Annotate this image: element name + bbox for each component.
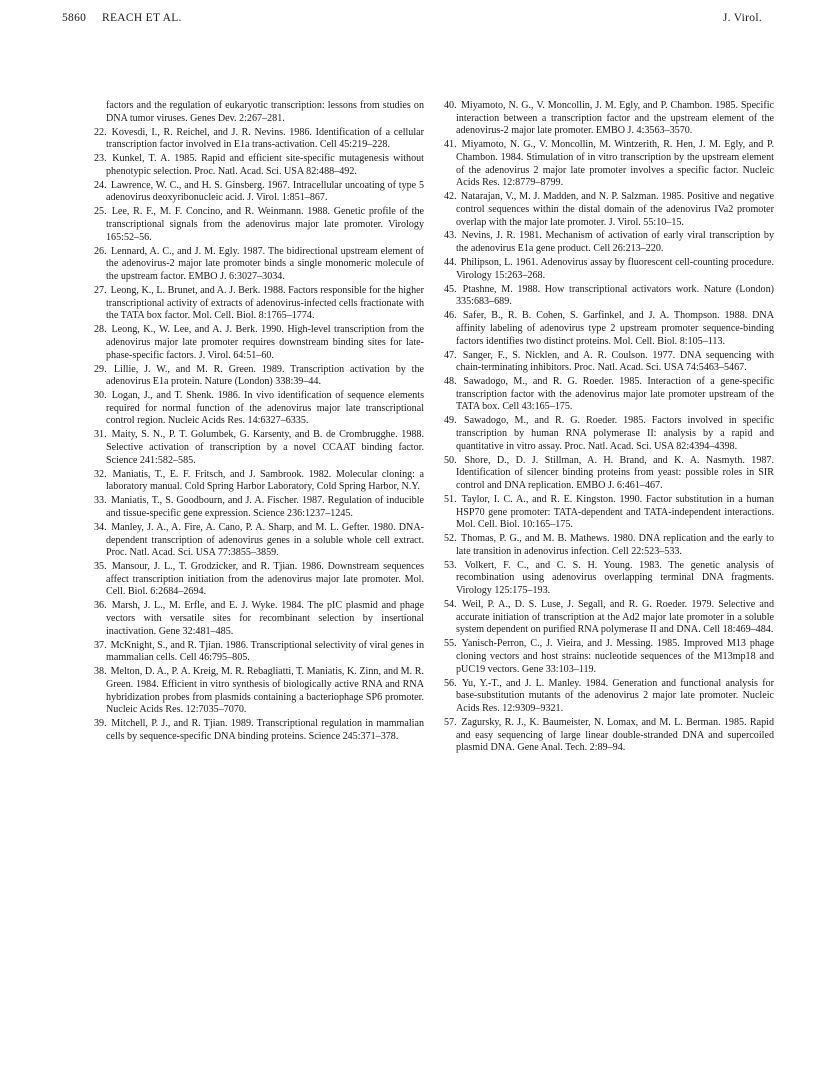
running-authors: REACH ET AL.	[102, 12, 182, 24]
reference-text: Leong, K., W. Lee, and A. J. Berk. 1990. High-level transcription from the adenovirus major late promoter requires downstream binding sites for late-phase-specific factors. J. Virol. 64:51–60.	[106, 324, 424, 361]
reference-entry	[444, 100, 774, 138]
reference-text: Zagursky, R. J., K. Baumeister, N. Lomax, and M. L. Berman. 1985. Rapid and easy sequencing of large linear double-stranded DNA and supercoiled plasmid DNA. Gene Anal. Tech. 2:89–94.	[456, 716, 775, 754]
reference-number: 45.	[444, 283, 457, 295]
right-column	[444, 100, 774, 756]
reference-continuation: factors and the regulation of eukaryotic transcription: lessons from studies on DNA tumor viruses. Genes Dev. 2:267–281.	[106, 100, 424, 124]
reference-entry	[94, 522, 424, 560]
reference-entry	[444, 191, 774, 229]
reference-entry	[444, 284, 774, 309]
reference-text: Sawadogo, M., and R. G. Roeder. 1985. Factors involved in specific transcription by human RNA polymerase II: analysis by a rapid and quantitative in vitro assay. Proc. Natl. Acad. Sci. USA 82:4394–4398.	[456, 415, 774, 452]
reference-entry	[94, 206, 424, 244]
reference-number: 22.	[94, 126, 107, 138]
reference-text: Lawrence, W. C., and H. S. Ginsberg. 1967. Intracellular uncoating of type 5 adenovirus deoxyribonucleic acid. J. Virol. 1:851–867.	[106, 179, 424, 204]
reference-number: 28.	[94, 324, 107, 336]
reference-number: 48.	[444, 376, 457, 388]
reference-text: Logan, J., and T. Shenk. 1986. In vivo identification of sequence elements required for normal function of the adenovirus major late transcriptional control region. Nucleic Acids Res. 14:6327–6335.	[106, 390, 424, 427]
reference-number: 52.	[444, 533, 457, 545]
reference-text: Mitchell, P. J., and R. Tjian. 1989. Transcriptional regulation in mammalian cells by sequence-specific DNA binding proteins. Science 245:371–378.	[106, 718, 424, 742]
reference-entry	[94, 600, 424, 638]
reference-number: 51.	[444, 493, 457, 505]
reference-entry	[94, 285, 424, 323]
reference-number: 29.	[94, 363, 107, 375]
reference-text: Volkert, F. C., and C. S. H. Young. 1983. The genetic analysis of recombination using adenovirus overlapping terminal DNA fragments. Virology 125:175–193.	[456, 559, 774, 597]
reference-entry	[444, 494, 774, 532]
reference-text: Miyamoto, N. G., V. Moncollin, M. Wintzerith, R. Hen, J. M. Egly, and P. Chambon. 1984. Stimulation of in vitro transcription by the upstream element of the adenovirus 2 major late promoter involves a specific factor. Nucleic Acids Res. 12:8779–8799.	[456, 139, 774, 189]
reference-entry	[444, 257, 774, 282]
reference-entry	[444, 455, 774, 493]
reference-entry	[444, 560, 774, 598]
reference-entry	[444, 638, 774, 676]
reference-entry	[444, 678, 774, 716]
reference-number: 44.	[444, 257, 457, 269]
reference-text: Lee, R. F., M. F. Concino, and R. Weinmann. 1988. Genetic profile of the transcriptional signals from the adenovirus major late promoter. Virology 165:52–56.	[106, 206, 424, 243]
reference-text: Weil, P. A., D. S. Luse, J. Segall, and R. G. Roeder. 1979. Selective and accurate initiation of transcription at the Ad2 major late promoter in a soluble system dependent on purified RNA polymerase II and DNA. Cell 18:469–484.	[456, 599, 774, 636]
reference-text: Maity, S. N., P. T. Golumbek, G. Karsenty, and B. de Crombrugghe. 1988. Selective activation of transcription by a novel CCAAT binding factor. Science 241:582–585.	[106, 429, 424, 466]
reference-text: Lennard, A. C., and J. M. Egly. 1987. The bidirectional upstream element of the adenovirus-2 major late promoter binds a single monomeric molecule of the upstream factor. EMBO J. 6:3027–3034.	[106, 245, 424, 283]
left-reference-list	[94, 127, 424, 744]
reference-text: Sawadogo, M., and R. G. Roeder. 1985. Interaction of a gene-specific transcription factor with the adenovirus major late promoter upstream of the TATA box. Cell 43:165–175.	[456, 376, 775, 413]
reference-entry	[444, 533, 774, 558]
reference-number: 47.	[444, 349, 457, 361]
reference-number: 38.	[94, 666, 107, 678]
reference-entry	[444, 717, 774, 755]
reference-entry	[94, 718, 424, 743]
reference-entry	[94, 469, 424, 494]
reference-number: 42.	[444, 191, 457, 203]
reference-number: 35.	[94, 561, 107, 573]
reference-entry	[444, 599, 774, 637]
reference-number: 56.	[444, 677, 457, 689]
reference-text: Maniatis, T., S. Goodbourn, and J. A. Fischer. 1987. Regulation of inducible and tissue-specific gene expression. Science 236:1237–1245.	[106, 495, 424, 519]
reference-text: McKnight, S., and R. Tjian. 1986. Transcriptional selectivity of viral genes in mammalian cells. Cell 46:795–805.	[106, 639, 425, 664]
reference-entry	[94, 429, 424, 467]
reference-number: 30.	[94, 390, 107, 402]
reference-entry	[94, 246, 424, 284]
reference-text: Yanisch-Perron, C., J. Vieira, and J. Messing. 1985. Improved M13 phage cloning vectors and host strains: nucleotide sequences of the M13mp18 and pUC19 vectors. Gene 33:103–119.	[456, 638, 774, 675]
reference-entry	[444, 415, 774, 453]
reference-number: 39.	[94, 718, 107, 730]
reference-entry	[444, 376, 774, 414]
reference-number: 40.	[444, 100, 457, 111]
reference-text: Sanger, F., S. Nicklen, and A. R. Coulson. 1977. DNA sequencing with chain-terminating inhibitors. Proc. Natl. Acad. Sci. USA 74:5463–5467.	[456, 349, 774, 374]
reference-entry	[94, 640, 424, 665]
reference-text: Safer, B., R. B. Cohen, S. Garfinkel, and J. A. Thompson. 1988. DNA affinity labeling of adenovirus type 2 upstream promoter sequence-binding factors identifies two distinct proteins. Mol. Cell. Biol. 8:105–113.	[456, 310, 774, 347]
right-reference-list	[444, 100, 774, 755]
reference-entry	[94, 324, 424, 362]
reference-entry	[444, 350, 774, 375]
reference-entry	[94, 180, 424, 205]
reference-entry	[94, 666, 424, 717]
reference-text: Yu, Y.-T., and J. L. Manley. 1984. Generation and functional analysis for base-substitution mutants of the adenovirus 2 major late promoter. Nucleic Acids Res. 12:9309–9321.	[456, 677, 774, 714]
reference-number: 23.	[94, 153, 107, 165]
reference-number: 54.	[444, 599, 457, 611]
reference-number: 32.	[94, 468, 107, 480]
reference-text: Nevins, J. R. 1981. Mechanism of activation of early viral transcription by the adenovirus E1a gene product. Cell 26:213–220.	[456, 230, 774, 255]
reference-entry	[94, 495, 424, 520]
reference-text: Mansour, J. L., T. Grodzicker, and R. Tjian. 1986. Downstream sequences affect transcription initiation from the adenovirus major late promoter. Mol. Cell. Biol. 6:2684–2694.	[106, 561, 424, 598]
reference-text: Natarajan, V., M. J. Madden, and N. P. Salzman. 1985. Positive and negative control sequences within the distal domain of the adenovirus IVa2 promoter overlap with the major late promoter. J. Virol. 55:10–15.	[456, 191, 774, 228]
reference-number: 53.	[444, 559, 457, 571]
reference-text: Thomas, P. G., and M. B. Mathews. 1980. DNA replication and the early to late transition in adenovirus infection. Cell 22:523–533.	[456, 533, 775, 557]
reference-number: 50.	[444, 454, 457, 466]
reference-number: 43.	[444, 230, 457, 242]
reference-number: 24.	[94, 179, 107, 191]
reference-entry	[444, 230, 774, 255]
reference-number: 36.	[94, 600, 107, 612]
reference-text: Kunkel, T. A. 1985. Rapid and efficient site-specific mutagenesis without phenotypic selection. Proc. Natl. Acad. Sci. USA 82:488–492.	[106, 153, 424, 177]
reference-number: 26.	[94, 245, 107, 257]
reference-text: Shore, D., D. J. Stillman, A. H. Brand, and K. A. Nasmyth. 1987. Identification of silencer binding proteins from yeast: possible roles in SIR control and DNA replication. EMBO J. 6:461–467.	[456, 454, 774, 491]
reference-entry	[94, 364, 424, 389]
reference-text: Leong, K., L. Brunet, and A. J. Berk. 1988. Factors responsible for the higher transcriptional activity of extracts of adenovirus-infected cells fractionate with the TATA box factor. Mol. Cell. Biol. 8:1765–1774.	[106, 284, 424, 322]
reference-text: Lillie, J. W., and M. R. Green. 1989. Transcription activation by the adenovirus E1a protein. Nature (London) 338:39–44.	[106, 363, 424, 388]
reference-number: 46.	[444, 310, 457, 322]
page-header	[62, 12, 762, 32]
reference-number: 33.	[94, 495, 107, 507]
reference-number: 25.	[94, 206, 107, 218]
reference-number: 49.	[444, 415, 457, 427]
reference-text: Taylor, I. C. A., and R. E. Kingston. 1990. Factor substitution in a human HSP70 gene promoter: TATA-dependent and TATA-independent interactions. Mol. Cell. Biol. 10:165–175.	[456, 493, 774, 531]
reference-number: 37.	[94, 639, 107, 651]
reference-text: Miyamoto, N. G., V. Moncollin, J. M. Egly, and P. Chambon. 1985. Specific interaction between a transcription factor and the upstream element of the adenovirus-2 major late promoter. EMBO J. 4:3563–3570.	[456, 100, 774, 137]
reference-text: Marsh, J. L., M. Erfle, and E. J. Wyke. 1984. The pIC plasmid and phage vectors with versatile sites for recombinant selection by insertional inactivation. Gene 32:481–485.	[106, 600, 424, 637]
reference-entry	[94, 561, 424, 599]
reference-text: Manley, J. A., A. Fire, A. Cano, P. A. Sharp, and M. L. Gefter. 1980. DNA-dependent transcription of adenovirus genes in a soluble whole cell extract. Proc. Natl. Acad. Sci. USA 77:3855–3859.	[106, 521, 424, 559]
left-column	[94, 100, 424, 745]
reference-number: 34.	[94, 521, 107, 533]
reference-number: 31.	[94, 429, 107, 441]
reference-text: Kovesdi, I., R. Reichel, and J. R. Nevins. 1986. Identification of a cellular transcription factor involved in E1a trans-activation. Cell 45:219–228.	[106, 126, 424, 151]
reference-entry	[94, 127, 424, 152]
reference-entry	[94, 390, 424, 428]
reference-text: Maniatis, T., E. F. Fritsch, and J. Sambrook. 1982. Molecular cloning: a laboratory manual. Cold Spring Harbor Laboratory, Cold Spring Harbor, N.Y.	[106, 468, 424, 493]
reference-number: 27.	[94, 284, 107, 296]
journal-name: J. Virol.	[722, 12, 762, 24]
reference-number: 55.	[444, 638, 457, 650]
reference-number: 41.	[444, 139, 457, 151]
page-number: 5860	[62, 12, 87, 24]
reference-text: Philipson, L. 1961. Adenovirus assay by fluorescent cell-counting procedure. Virology 15:263–268.	[456, 257, 774, 281]
reference-entry	[444, 310, 774, 348]
reference-text: Ptashne, M. 1988. How transcriptional activators work. Nature (London) 335:683–689.	[456, 283, 774, 308]
reference-text: Melton, D. A., P. A. Kreig, M. R. Rebagliatti, T. Maniatis, K. Zinn, and M. R. Green. 1984. Efficient in vitro synthesis of biologically active RNA and RNA hybridization probes from plasmids containing a bacteriophage SP6 promoter. Nucleic Acids Res. 12:7035–7070.	[106, 666, 424, 716]
reference-entry	[94, 153, 424, 178]
reference-number: 57.	[444, 716, 457, 728]
reference-entry	[444, 139, 774, 190]
